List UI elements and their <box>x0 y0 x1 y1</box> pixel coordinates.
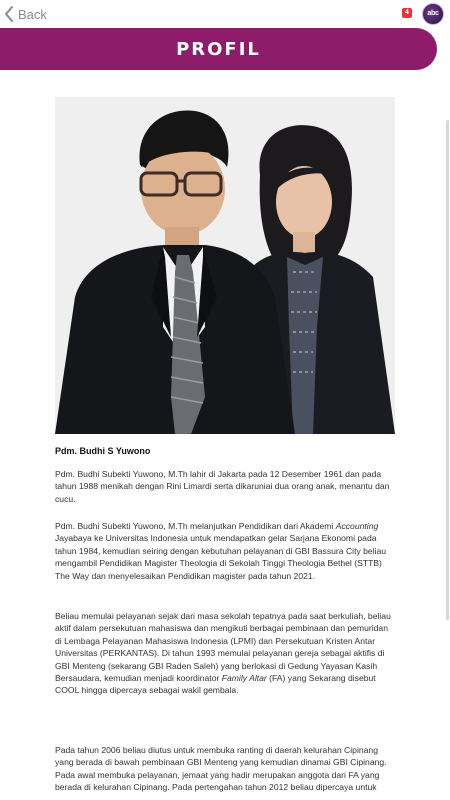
top-bar <box>0 0 450 28</box>
back-label: Back <box>18 6 47 22</box>
bio-text-italic: Accounting <box>335 521 379 531</box>
notification-badge: 4 <box>402 8 412 18</box>
bio-text: Beliau memulai pelayanan sejak dari masa sekolah tepatnya pada saat berkuliah, beliau aktif dalam persekutuan mahasiswa dan mengikuti berbagai pembinaan dan pemuridan di Lembaga Pelayanan Mahasiswa Indonesia (LPMI) dan Persekutuan Kristen Antar Universitas (PERKANTAS). Di tahun 1993 memulai pelayanan gereja sebagai aktifis di GBI Menteng (sekarang GBI Raden Saleh) yang berlokasi di Gedung Yayasan Kasih Bersaudara, kemudian menjadi koordinator <box>55 611 391 684</box>
notification-button[interactable] <box>402 8 412 18</box>
bio-text-italic: Family Altar <box>221 673 267 684</box>
header-banner <box>0 28 437 70</box>
bio-paragraph-1 <box>55 468 395 505</box>
bio-text: Pdm. Budhi Subekti Yuwono, M.Th lahir di Jakarta pada 12 Desember 1961 dan pada tahun 1988 menikah dengan Rini Limardi serta dikaruniai dua orang anak, menantu dan cucu. <box>55 469 390 504</box>
app-logo[interactable]: abc <box>422 3 444 25</box>
bio-text: Pada tahun 2006 beliau diutus untuk membuka ranting di daerah kelurahan Cipinang yang berada di bawah pembinaan GBI Menteng yang kemudian dinamai GBI Cipinang. Pada awal membuka pelayanan, jemaat yang hadir merupakan anggota dari FA yang berada di kelurahan Cipinang. Pada pertengahan tahun 2012 beliau dipercaya untuk <box>55 745 387 793</box>
page-title: PROFIL <box>176 38 261 60</box>
bio-paragraph-4 <box>55 744 395 794</box>
bio-text: (FA) yang Sekarang disebut COOL hingga dipercaya sebagai wakil gembala. <box>55 673 376 696</box>
bio-paragraph-2 <box>55 520 395 582</box>
profile-name: Pdm. Budhi S Yuwono <box>55 446 151 456</box>
bio-text: Jayabaya ke Universitas Indonesia untuk mendapatkan gelar Sarjana Ekonomi pada tahun 1984, kemudian seiring dengan kebutuhan pelayanan di GBI Bassura City beliau mengambil Pendidikan Magister Theologia di Sekolah Tinggi Theologia Bethel (STTB) The Way dan menyelesaikan Pendidikan magister pada tahun 2021. <box>55 533 387 581</box>
content-area[interactable] <box>0 70 444 800</box>
scrollbar[interactable] <box>446 120 449 620</box>
chevron-left-icon <box>4 6 14 22</box>
profile-photo <box>55 97 395 434</box>
bio-text: Pdm. Budhi Subekti Yuwono, M.Th melanjutkan Pendidikan dari Akademi <box>55 521 336 531</box>
bio-paragraph-3 <box>55 610 395 697</box>
back-button[interactable] <box>4 4 47 24</box>
